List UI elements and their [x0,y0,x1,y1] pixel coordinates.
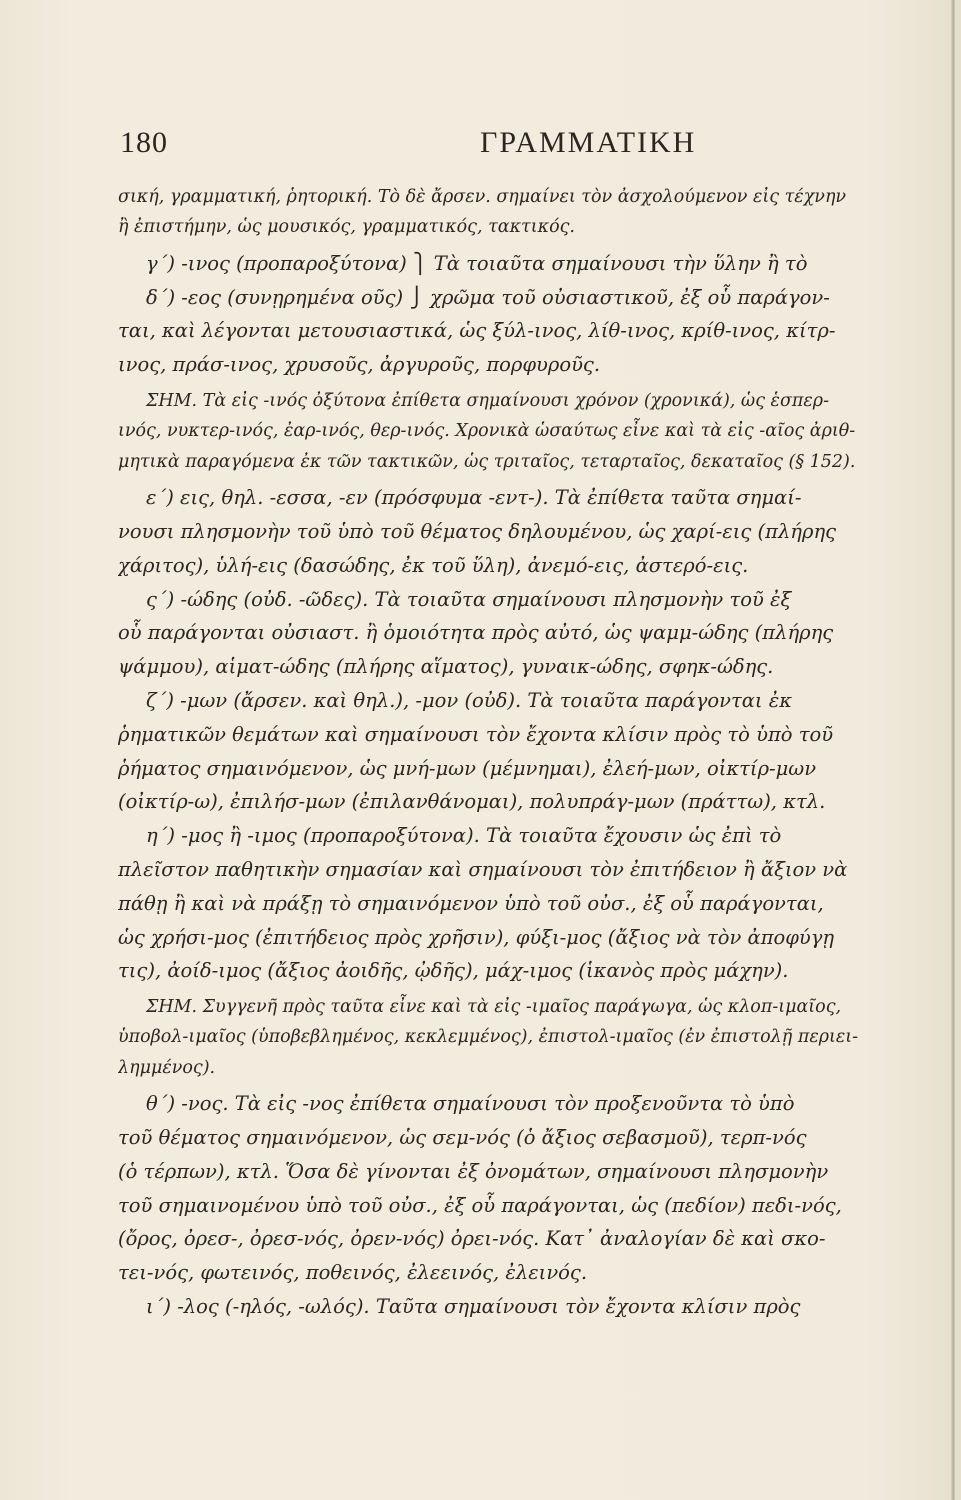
text-line: χάριτος), ὑλή-εις (δασώδης, ἐκ τοῦ ὕλη), ἀνεμό-εις, ἀστερό-εις. [118,553,749,577]
page-header [120,126,900,166]
text-line: νουσι πλησμονὴν τοῦ ὑπὸ τοῦ θέματος δηλουμένου, ὡς χαρί-εις (πλήρης [118,519,837,543]
text-line: ψάμμου), αἱματ-ώδης (πλήρης αἵματος), γυναικ-ώδης, σφηκ-ώδης. [118,655,774,679]
text-line: ι΄) -λος (-ηλός, -ωλός). Ταῦτα σημαίνουσι τὸν ἔχοντα κλίσιν πρὸς [146,1295,801,1319]
text-line: (ὄρος, ὀρεσ-, ὀρεσ-νός, ὀρεν-νός) ὀρει-νός. Κατ᾽ ἀναλογίαν δὲ καὶ σκο- [118,1227,826,1251]
text-line: σική, γραμματική, ῥητορική. Τὸ δὲ ἄρσεν. σημαίνει τὸν ἀσχολούμενον εἰς τέχνην [118,187,847,207]
text-line: ς΄) -ώδης (οὐδ. -ῶδες). Τὰ τοιαῦτα σημαίνουσι πλησμονὴν τοῦ ἐξ [146,587,792,611]
text-line: ῥηματικῶν θεμάτων καὶ σημαίνουσι τὸν ἔχοντα κλίσιν πρὸς τὸ ὑπὸ τοῦ [118,722,834,746]
running-title: ΓΡΑΜΜΑΤΙΚΗ [480,126,697,159]
page-number: 180 [120,126,168,159]
note-line: ΣΗΜ. Συγγενῆ πρὸς ταῦτα εἶνε καὶ τὰ εἰς -ιμαῖος παράγωγα, ὡς κλοπ-ιμαῖος, [146,997,842,1018]
text-line: ζ΄) -μων (ἄρσεν. καὶ θηλ.), -μον (οὐδ). Τὰ τοιαῦτα παράγονται ἐκ [146,688,793,712]
text-line: ῥήματος σημαινόμενον, ὡς μνή-μων (μέμνημαι), ἐλεή-μων, οἰκτίρ-μων [118,756,817,780]
text-line: ται, καὶ λέγονται μετουσιαστικά, ὡς ξύλ-ινος, λίθ-ινος, κρίθ-ινος, κίτρ- [118,319,836,343]
text-line: ἢ ἐπιστήμην, ὡς μουσικός, γραμματικός, τακτικός. [118,217,575,238]
text-line: ινος, πράσ-ινος, χρυσοῦς, ἀργυροῦς, πορφυροῦς. [118,353,601,377]
page-gutter-shadow [951,0,955,1500]
text-line: τει-νός, φωτεινός, ποθεινός, ἐλεεινός, ἐλεινός. [118,1261,588,1285]
text-line: τοῦ σημαινομένου ὑπὸ τοῦ οὐσ., ἐξ οὗ παράγονται, ὡς (πεδίον) πεδι-νός, [118,1193,842,1217]
text-line: τις), ἀοίδ-ιμος (ἄξιος ἀοιδῆς, ᾠδῆς), μάχ-ιμος (ἱκανὸς πρὸς μάχην). [118,959,789,983]
body-text [118,182,908,1324]
text-line: η΄) -μος ἢ -ιμος (προπαροξύτονα). Τὰ τοιαῦτα ἔχουσιν ὡς ἐπὶ τὸ [146,824,782,848]
text-line: (ὁ τέρπων), κτλ. Ὅσα δὲ γίνονται ἐξ ὀνομάτων, σημαίνουσι πλησμονὴν [118,1159,829,1183]
note-line: λημμένος). [118,1057,216,1078]
text-line: πάθῃ ἢ καὶ νὰ πράξῃ τὸ σημαινόμενον ὑπὸ τοῦ οὐσ., ἐξ οὗ παράγονται, [118,891,824,915]
text-line: τοῦ θέματος σημαινόμενον, ὡς σεμ-νός (ὁ ἄξιος σεβασμοῦ), τερπ-νός [118,1126,807,1150]
text-line: δ΄) -εος (συνῃρημένα οῦς) ⎭ χρῶμα τοῦ οὐσιαστικοῦ, ἐξ οὗ παράγον- [146,285,830,309]
note-line: ΣΗΜ. Τὰ εἰς -ινός ὀξύτονα ἐπίθετα σημαίνουσι χρόνον (χρονικά), ὡς ἑσπερ- [146,390,829,411]
text-line: γ΄) -ινος (προπαροξύτονα) ⎫ Τὰ τοιαῦτα σημαίνουσι τὴν ὕλην ἢ τὸ [146,251,808,275]
note-line: ὑποβολ-ιμαῖος (ὑποβεβλημένος, κεκλεμμένος), ἐπιστολ-ιμαῖος (ἐν ἐπιστολῇ περιει- [118,1027,859,1048]
text-line: οὗ παράγονται οὐσιαστ. ἢ ὁμοιότητα πρὸς αὐτό, ὡς ψαμμ-ώδης (πλήρης [118,621,834,645]
note-line: μητικὰ παραγόμενα ἐκ τῶν τακτικῶν, ὡς τριταῖος, τεταρταῖος, δεκαταῖος (§ 152). [118,451,856,472]
note-line: ινός, νυκτερ-ινός, ἐαρ-ινός, θερ-ινός. Χρονικὰ ὡσαύτως εἶνε καὶ τὰ εἰς -αῖος ἀριθ- [118,421,856,442]
text-line: (οἰκτίρ-ω), ἐπιλήσ-μων (ἐπιλανθάνομαι), πολυπράγ-μων (πράττω), κτλ. [118,790,826,814]
text-line: ὡς χρήσι-μος (ἐπιτήδειος πρὸς χρῆσιν), φύξι-μος (ἄξιος νὰ τὸν ἀποφύγῃ [118,925,835,949]
text-line: ε΄) εις, θηλ. -εσσα, -εν (πρόσφυμα -εντ-). Τὰ ἐπίθετα ταῦτα σημαί- [146,486,802,510]
text-line: πλεῖστον παθητικὴν σημασίαν καὶ σημαίνουσι τὸν ἐπιτήδειον ἢ ἄξιον νὰ [118,857,848,881]
text-line: θ΄) -νος. Τὰ εἰς -νος ἐπίθετα σημαίνουσι τὸν προξενοῦντα τὸ ὑπὸ [146,1092,795,1116]
